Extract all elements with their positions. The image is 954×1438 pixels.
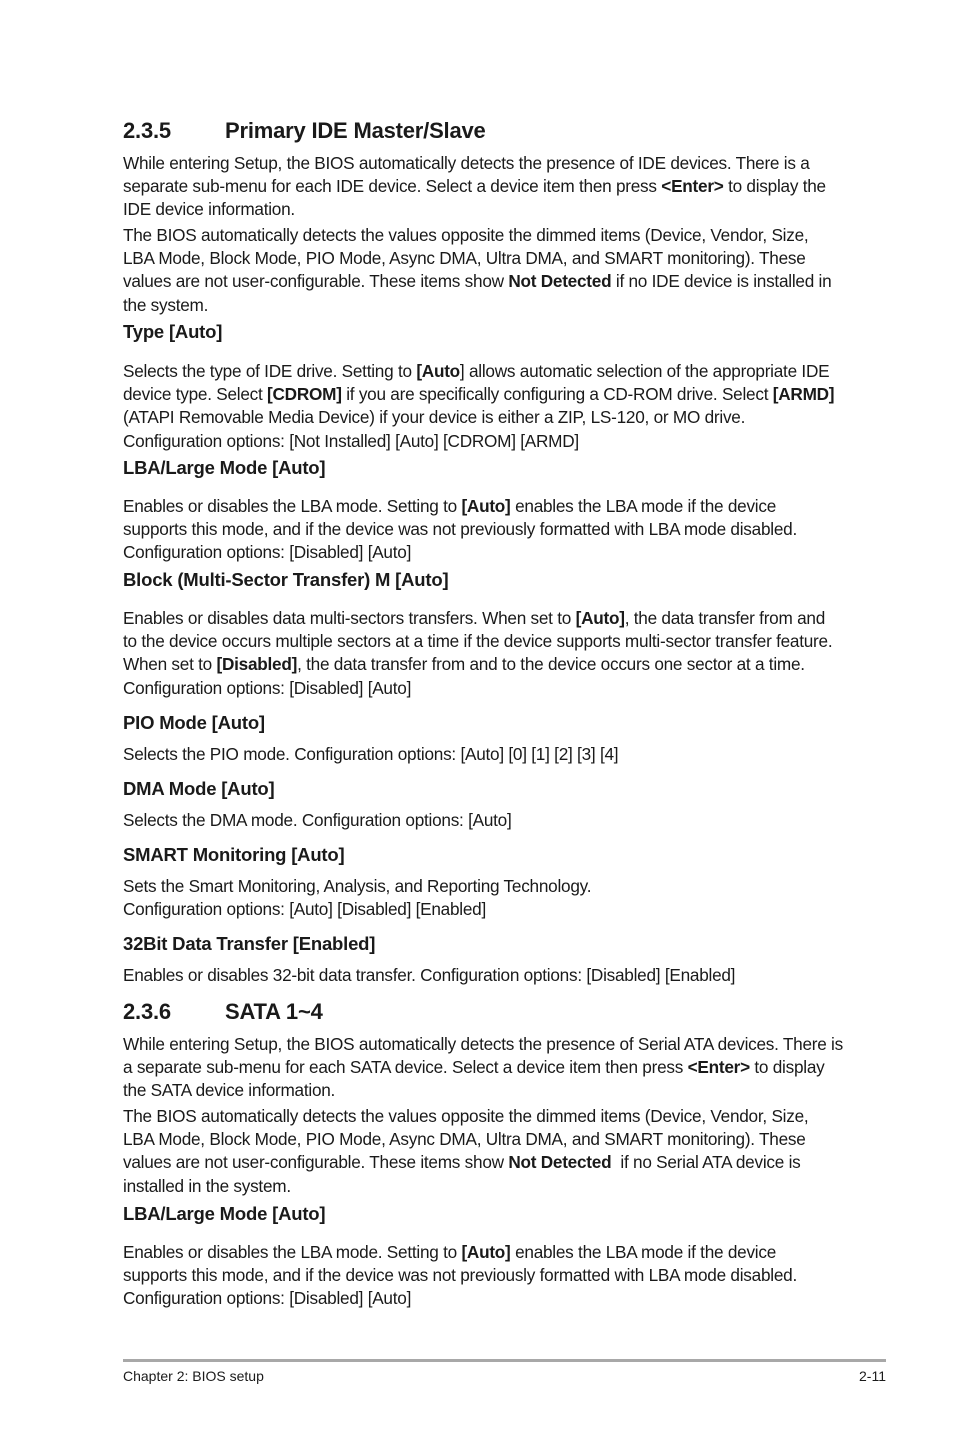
paragraph: While entering Setup, the BIOS automatically detects the presence of IDE devices. There is a separate sub-menu for each IDE device. Select a device item then press <Enter> to display the IDE device information. (123, 153, 826, 220)
subheading-block-mode: Block (Multi-Sector Transfer) M [Auto] (123, 569, 449, 590)
subheading-lba-large-mode: LBA/Large Mode [Auto] (123, 1203, 326, 1224)
subheading-lba-large-mode: LBA/Large Mode [Auto] (123, 457, 326, 478)
paragraph: Enables or disables the LBA mode. Setting to [Auto] enables the LBA mode if the device supports this mode, and if the device was not previously formatted with LBA mode disabled. Configuration options: [Disabled] [Auto] (123, 496, 797, 563)
section-number: 2.3.5 (123, 118, 171, 143)
subheading-pio-mode: PIO Mode [Auto] (123, 712, 265, 733)
paragraph: Selects the PIO mode. Configuration options: [Auto] [0] [1] [2] [3] [4] (123, 744, 619, 764)
footer-chapter: Chapter 2: BIOS setup (123, 1368, 264, 1384)
footer-page-number: 2-11 (859, 1368, 886, 1384)
paragraph: Selects the DMA mode. Configuration options: [Auto] (123, 810, 512, 830)
paragraph: The BIOS automatically detects the values opposite the dimmed items (Device, Vendor, Size, LBA Mode, Block Mode, PIO Mode, Async DMA, Ultra DMA, and SMART monitoring). These values are not user-configurable. These items show Not Detected if no IDE device is installed in the system. (123, 225, 832, 315)
section-heading-2-3-5 (123, 118, 486, 144)
subheading-32bit-transfer: 32Bit Data Transfer [Enabled] (123, 933, 376, 954)
section-heading-2-3-6 (123, 999, 323, 1025)
footer-divider (123, 1359, 886, 1362)
paragraph: Enables or disables data multi-sectors transfers. When set to [Auto], the data transfer from and to the device occurs multiple sectors at a time if the device supports multi-sector transfer feature. When set to [Disabled], the data transfer from and to the device occurs one sector at a time. Configuration options: [Disabled] [Auto] (123, 608, 833, 698)
paragraph: Sets the Smart Monitoring, Analysis, and Reporting Technology. Configuration options: [Auto] [Disabled] [Enabled] (123, 876, 592, 920)
section-title: SATA 1~4 (225, 999, 323, 1024)
paragraph: The BIOS automatically detects the values opposite the dimmed items (Device, Vendor, Size, LBA Mode, Block Mode, PIO Mode, Async DMA, Ultra DMA, and SMART monitoring). These values are not user-configurable. These items show Not Detected if no Serial ATA device is installed in the system. (123, 1106, 809, 1196)
paragraph: While entering Setup, the BIOS automatically detects the presence of Serial ATA devices. There is a separate sub-menu for each SATA device. Select a device item then press <Enter> to display the SATA device information. (123, 1034, 843, 1101)
subheading-type: Type [Auto] (123, 321, 223, 342)
section-title: Primary IDE Master/Slave (225, 118, 486, 143)
subheading-smart-monitoring: SMART Monitoring [Auto] (123, 844, 345, 865)
section-number: 2.3.6 (123, 999, 171, 1024)
subheading-dma-mode: DMA Mode [Auto] (123, 778, 275, 799)
paragraph: Selects the type of IDE drive. Setting to [Auto] allows automatic selection of the appropriate IDE device type. Select [CDROM] if you are specifically configuring a CD-ROM drive. Select [ARMD] (ATAPI Removable Media Device) if your device is either a ZIP, LS-120, or MO drive. Configuration options: [Not Installed] [Auto] [CDROM] [ARMD] (123, 361, 835, 451)
paragraph: Enables or disables the LBA mode. Setting to [Auto] enables the LBA mode if the device supports this mode, and if the device was not previously formatted with LBA mode disabled. Configuration options: [Disabled] [Auto] (123, 1242, 797, 1309)
paragraph: Enables or disables 32-bit data transfer. Configuration options: [Disabled] [Enabled] (123, 965, 736, 985)
